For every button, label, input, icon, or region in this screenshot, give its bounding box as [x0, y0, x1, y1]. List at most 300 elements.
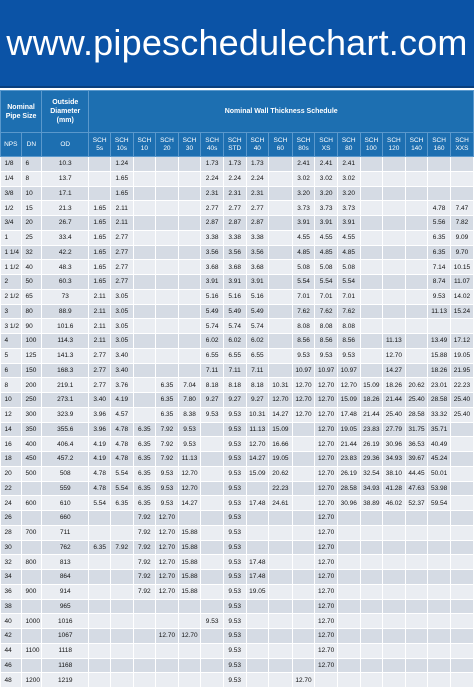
column-header: SCH XXS — [450, 133, 473, 157]
table-row — [1, 525, 474, 540]
table-cell — [246, 614, 269, 629]
table-cell: 1219 — [42, 673, 89, 688]
table-cell — [178, 245, 201, 260]
table-cell: 7.01 — [292, 289, 315, 304]
table-cell: 8.56 — [292, 334, 315, 349]
table-cell — [450, 584, 473, 599]
table-cell: 10.97 — [292, 363, 315, 378]
table-cell — [133, 363, 156, 378]
table-cell: 125 — [21, 348, 42, 363]
table-row — [1, 643, 474, 658]
table-cell: 9.27 — [223, 393, 246, 408]
table-cell: 2.87 — [201, 216, 224, 231]
table-cell — [337, 584, 360, 599]
table-cell: 9.53 — [223, 525, 246, 540]
table-cell: 17.48 — [246, 555, 269, 570]
table-cell — [450, 186, 473, 201]
table-cell: 12.70 — [292, 673, 315, 688]
table-cell — [201, 673, 224, 688]
table-cell: 12.70 — [292, 393, 315, 408]
table-cell — [89, 584, 111, 599]
table-cell: 2.77 — [110, 275, 133, 290]
table-cell: 2.77 — [110, 245, 133, 260]
table-cell: 1.65 — [89, 260, 111, 275]
table-cell: 12.70 — [178, 629, 201, 644]
table-cell: 20 — [1, 466, 22, 481]
table-cell: 3.96 — [89, 422, 111, 437]
table-cell: 16 — [1, 437, 22, 452]
table-cell — [133, 171, 156, 186]
table-row — [1, 363, 474, 378]
table-cell: 12.70 — [156, 540, 179, 555]
table-cell — [178, 289, 201, 304]
table-cell: 3.73 — [315, 201, 338, 216]
table-cell — [133, 275, 156, 290]
table-cell: 6.35 — [133, 496, 156, 511]
table-cell: 14 — [1, 422, 22, 437]
table-cell: 7.01 — [315, 289, 338, 304]
table-cell — [178, 304, 201, 319]
table-cell — [89, 599, 111, 614]
table-cell — [246, 599, 269, 614]
column-header: SCH STD — [223, 133, 246, 157]
table-cell: 5.49 — [246, 304, 269, 319]
table-cell: 28.58 — [428, 393, 451, 408]
table-cell — [156, 599, 179, 614]
table-cell: 4.55 — [337, 230, 360, 245]
table-cell: 9.53 — [201, 614, 224, 629]
table-cell: 6.02 — [201, 334, 224, 349]
table-cell: 3 1/2 — [1, 319, 22, 334]
table-cell: 12.70 — [337, 378, 360, 393]
table-cell — [383, 599, 406, 614]
table-cell: 14.27 — [383, 363, 406, 378]
table-cell — [383, 171, 406, 186]
table-cell: 26.19 — [337, 466, 360, 481]
table-cell: 12.70 — [246, 437, 269, 452]
table-cell — [178, 363, 201, 378]
table-cell: 1 — [1, 230, 22, 245]
table-cell: 12.70 — [315, 481, 338, 496]
table-cell — [450, 525, 473, 540]
table-cell: 9.53 — [337, 348, 360, 363]
table-cell — [21, 570, 42, 585]
table-cell: 3.02 — [292, 171, 315, 186]
table-cell: 965 — [42, 599, 89, 614]
table-cell: 508 — [42, 466, 89, 481]
table-cell — [269, 157, 293, 172]
table-cell: 2.87 — [223, 216, 246, 231]
table-cell: 4 — [1, 334, 22, 349]
table-cell: 5.08 — [337, 260, 360, 275]
table-cell: 9.53 — [223, 643, 246, 658]
table-cell — [292, 555, 315, 570]
table-cell: 9.09 — [450, 230, 473, 245]
table-cell — [405, 171, 428, 186]
table-cell: 14.27 — [246, 452, 269, 467]
table-cell: 3.56 — [201, 245, 224, 260]
table-cell: 3.38 — [201, 230, 224, 245]
table-cell: 3.20 — [292, 186, 315, 201]
table-cell: 2.24 — [201, 171, 224, 186]
table-cell: 12.70 — [156, 629, 179, 644]
table-cell — [405, 186, 428, 201]
table-cell: 88.9 — [42, 304, 89, 319]
table-cell: 53.98 — [428, 481, 451, 496]
table-row — [1, 511, 474, 526]
table-cell: 21.44 — [360, 407, 383, 422]
column-header: SCH 10 — [133, 133, 156, 157]
table-cell: 600 — [21, 496, 42, 511]
table-cell: 11.07 — [450, 275, 473, 290]
table-cell: 8.08 — [337, 319, 360, 334]
table-cell — [405, 260, 428, 275]
table-row — [1, 481, 474, 496]
table-cell — [405, 525, 428, 540]
table-cell — [89, 658, 111, 673]
table-cell — [405, 319, 428, 334]
table-cell — [405, 304, 428, 319]
table-cell — [292, 658, 315, 673]
column-header: SCH XS — [315, 133, 338, 157]
table-cell: 12.70 — [156, 570, 179, 585]
table-cell — [292, 570, 315, 585]
table-cell — [292, 496, 315, 511]
table-row — [1, 245, 474, 260]
table-cell: 59.54 — [428, 496, 451, 511]
table-cell — [178, 216, 201, 231]
table-cell — [292, 481, 315, 496]
table-cell: 20 — [21, 216, 42, 231]
table-cell — [383, 673, 406, 688]
table-cell — [383, 643, 406, 658]
table-cell — [292, 540, 315, 555]
column-header-row — [1, 133, 474, 157]
table-cell — [360, 289, 383, 304]
table-cell: 32.54 — [360, 466, 383, 481]
table-cell: 18.26 — [360, 393, 383, 408]
table-cell — [405, 629, 428, 644]
table-cell — [156, 186, 179, 201]
table-cell: 11.13 — [178, 452, 201, 467]
table-cell — [269, 245, 293, 260]
table-cell — [156, 319, 179, 334]
table-cell — [450, 629, 473, 644]
table-cell: 9.53 — [223, 599, 246, 614]
table-cell: 5.54 — [110, 481, 133, 496]
table-cell: 38.10 — [383, 466, 406, 481]
table-cell: 22.23 — [269, 481, 293, 496]
table-row — [1, 673, 474, 688]
table-cell — [110, 658, 133, 673]
table-cell — [360, 201, 383, 216]
table-cell — [405, 245, 428, 260]
table-cell: 8 — [21, 171, 42, 186]
table-cell: 3.68 — [201, 260, 224, 275]
table-cell: 48 — [1, 673, 22, 688]
table-cell — [133, 216, 156, 231]
table-cell — [89, 629, 111, 644]
table-cell — [337, 599, 360, 614]
table-cell: 12.70 — [315, 614, 338, 629]
table-cell: 6.35 — [133, 437, 156, 452]
table-cell — [201, 422, 224, 437]
table-cell: 5 — [1, 348, 22, 363]
table-cell — [156, 260, 179, 275]
table-row — [1, 157, 474, 172]
table-cell — [110, 643, 133, 658]
table-cell: 3.91 — [223, 275, 246, 290]
table-cell — [110, 599, 133, 614]
table-cell: 4.57 — [110, 407, 133, 422]
table-cell: 2.77 — [89, 378, 111, 393]
column-header: SCH 80s — [292, 133, 315, 157]
table-row — [1, 629, 474, 644]
table-cell: 73 — [42, 289, 89, 304]
table-cell: 3.68 — [223, 260, 246, 275]
table-cell: 114.3 — [42, 334, 89, 349]
table-cell: 100 — [21, 334, 42, 349]
table-cell: 80 — [21, 304, 42, 319]
table-cell — [133, 289, 156, 304]
table-cell — [201, 511, 224, 526]
table-cell: 3.73 — [292, 201, 315, 216]
table-cell: 5.74 — [201, 319, 224, 334]
table-cell — [450, 540, 473, 555]
table-cell — [178, 599, 201, 614]
table-cell: 1067 — [42, 629, 89, 644]
table-cell: 350 — [21, 422, 42, 437]
table-cell — [89, 525, 111, 540]
table-cell — [360, 629, 383, 644]
table-cell: 12.70 — [315, 584, 338, 599]
table-cell — [428, 511, 451, 526]
table-cell: 457.2 — [42, 452, 89, 467]
table-cell — [201, 540, 224, 555]
table-row — [1, 466, 474, 481]
table-cell: 12.70 — [156, 525, 179, 540]
table-cell: 19.05 — [337, 422, 360, 437]
table-cell: 8.18 — [246, 378, 269, 393]
table-cell — [405, 673, 428, 688]
table-cell: 20.62 — [405, 378, 428, 393]
table-cell: 44 — [1, 643, 22, 658]
table-cell — [292, 437, 315, 452]
table-cell: 3/8 — [1, 186, 22, 201]
table-cell — [201, 466, 224, 481]
table-cell — [201, 481, 224, 496]
table-cell — [383, 304, 406, 319]
table-cell: 9.53 — [223, 570, 246, 585]
table-cell: 90 — [21, 319, 42, 334]
column-header: SCH 60 — [269, 133, 293, 157]
table-cell: 400 — [21, 437, 42, 452]
table-row — [1, 452, 474, 467]
table-cell: 7.62 — [337, 304, 360, 319]
table-cell: 9.53 — [201, 407, 224, 422]
table-cell: 9.53 — [223, 437, 246, 452]
table-cell: 19.05 — [269, 452, 293, 467]
table-cell: 11.13 — [246, 422, 269, 437]
table-cell: 3.40 — [89, 393, 111, 408]
table-cell: 15.88 — [178, 555, 201, 570]
table-cell: 7.11 — [201, 363, 224, 378]
table-cell — [156, 643, 179, 658]
table-cell: 42.2 — [42, 245, 89, 260]
table-cell — [383, 289, 406, 304]
column-header: SCH 140 — [405, 133, 428, 157]
table-cell: 12.70 — [315, 452, 338, 467]
table-cell: 12.70 — [315, 643, 338, 658]
table-cell — [201, 496, 224, 511]
table-cell — [450, 319, 473, 334]
table-cell — [133, 673, 156, 688]
table-cell: 12.70 — [292, 407, 315, 422]
column-header: SCH 40 — [246, 133, 269, 157]
table-cell: 7.62 — [292, 304, 315, 319]
column-header: SCH 160 — [428, 133, 451, 157]
table-cell: 15 — [21, 201, 42, 216]
table-cell — [201, 525, 224, 540]
table-cell — [156, 216, 179, 231]
table-cell — [156, 348, 179, 363]
table-cell — [156, 334, 179, 349]
table-cell — [383, 525, 406, 540]
table-cell: 3.91 — [246, 275, 269, 290]
table-row — [1, 496, 474, 511]
table-cell — [21, 658, 42, 673]
table-cell: 6.35 — [133, 452, 156, 467]
table-cell — [292, 452, 315, 467]
table-cell: 41.28 — [383, 481, 406, 496]
column-header: SCH 120 — [383, 133, 406, 157]
table-cell: 12 — [1, 407, 22, 422]
column-header: DN — [21, 133, 42, 157]
column-header: SCH 80 — [337, 133, 360, 157]
table-cell — [405, 201, 428, 216]
table-cell — [383, 555, 406, 570]
table-cell: 9.53 — [156, 481, 179, 496]
table-cell: 9.53 — [223, 496, 246, 511]
table-cell: 7.92 — [133, 525, 156, 540]
table-cell — [133, 599, 156, 614]
table-cell: 3.91 — [337, 216, 360, 231]
table-cell — [133, 334, 156, 349]
table-cell: 1.65 — [89, 245, 111, 260]
table-cell: 1.65 — [89, 216, 111, 231]
table-cell — [269, 555, 293, 570]
table-cell: 9.53 — [223, 481, 246, 496]
table-cell: 6.35 — [156, 378, 179, 393]
table-cell — [360, 260, 383, 275]
table-cell: 21.44 — [383, 393, 406, 408]
table-cell — [178, 643, 201, 658]
table-cell: 800 — [21, 555, 42, 570]
table-cell — [178, 275, 201, 290]
table-cell: 3.02 — [337, 171, 360, 186]
table-cell — [337, 658, 360, 673]
table-cell: 65 — [21, 289, 42, 304]
table-cell — [89, 570, 111, 585]
table-cell: 6 — [21, 157, 42, 172]
table-cell: 9.53 — [156, 466, 179, 481]
table-cell: 12.70 — [156, 511, 179, 526]
table-cell: 30 — [1, 540, 22, 555]
table-cell: 12.70 — [315, 658, 338, 673]
table-cell: 914 — [42, 584, 89, 599]
table-cell — [246, 540, 269, 555]
table-cell: 17.1 — [42, 186, 89, 201]
table-cell — [133, 378, 156, 393]
table-cell — [110, 555, 133, 570]
table-cell: 52.37 — [405, 496, 428, 511]
table-cell — [269, 629, 293, 644]
table-cell: 8.56 — [337, 334, 360, 349]
table-cell — [133, 304, 156, 319]
table-cell: 2.24 — [246, 171, 269, 186]
table-cell: 711 — [42, 525, 89, 540]
table-cell: 6.35 — [156, 393, 179, 408]
table-cell: 34.93 — [383, 452, 406, 467]
table-cell: 7.80 — [178, 393, 201, 408]
table-cell: 1.65 — [110, 171, 133, 186]
table-cell: 11.13 — [428, 304, 451, 319]
table-cell: 2.77 — [89, 348, 111, 363]
table-cell: 12.70 — [315, 629, 338, 644]
table-cell — [360, 319, 383, 334]
table-cell: 50.01 — [428, 466, 451, 481]
table-cell: 355.6 — [42, 422, 89, 437]
table-cell — [292, 422, 315, 437]
table-cell: 15.88 — [178, 540, 201, 555]
column-header: SCH 20 — [156, 133, 179, 157]
table-row — [1, 584, 474, 599]
table-cell — [156, 658, 179, 673]
table-cell — [383, 245, 406, 260]
table-cell: 12.70 — [315, 570, 338, 585]
table-cell — [428, 319, 451, 334]
table-cell: 8.08 — [292, 319, 315, 334]
table-cell — [337, 525, 360, 540]
table-cell: 5.16 — [223, 289, 246, 304]
table-cell: 4.19 — [89, 437, 111, 452]
table-cell — [178, 319, 201, 334]
table-cell: 9.53 — [223, 555, 246, 570]
table-cell — [269, 348, 293, 363]
table-cell — [269, 658, 293, 673]
table-cell: 40 — [21, 260, 42, 275]
table-cell: 1.73 — [246, 157, 269, 172]
table-cell: 4.78 — [89, 481, 111, 496]
table-cell: 25 — [21, 230, 42, 245]
table-cell — [269, 289, 293, 304]
table-cell — [405, 599, 428, 614]
table-cell: 9.53 — [223, 511, 246, 526]
table-cell: 12.70 — [383, 348, 406, 363]
table-cell — [360, 171, 383, 186]
table-cell — [360, 186, 383, 201]
table-cell: 219.1 — [42, 378, 89, 393]
table-cell: 3.91 — [201, 275, 224, 290]
table-cell — [269, 673, 293, 688]
table-cell: 1.24 — [110, 157, 133, 172]
table-cell: 660 — [42, 511, 89, 526]
table-cell: 3.05 — [110, 319, 133, 334]
table-cell: 2.11 — [89, 334, 111, 349]
table-cell — [156, 304, 179, 319]
table-cell: 7.11 — [223, 363, 246, 378]
table-cell: 12.70 — [156, 584, 179, 599]
